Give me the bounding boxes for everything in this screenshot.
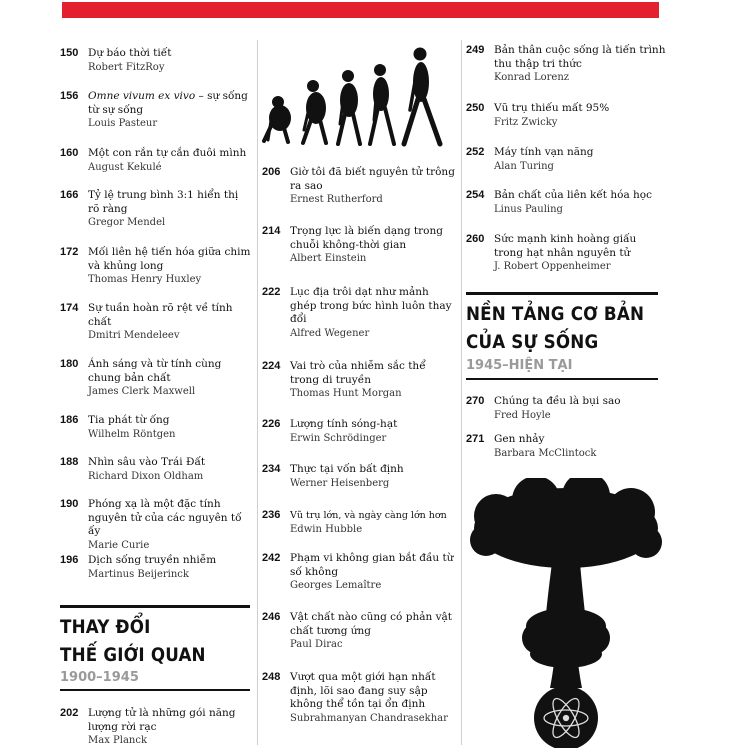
- entry-person: Gregor Mendel: [88, 217, 166, 228]
- toc-entry[interactable]: [262, 671, 457, 726]
- entry-person: August Kekulé: [88, 161, 162, 173]
- page-number: 202: [60, 707, 79, 719]
- entry-person: Marie Curie: [88, 539, 150, 551]
- page-number: 188: [60, 456, 79, 468]
- toc-column-2: [262, 40, 457, 750]
- page-number: 160: [60, 147, 79, 159]
- entry-title: Lục địa trôi dạt như mảnh ghép trong bức hình luôn thay đổi: [290, 286, 452, 325]
- toc-entry[interactable]: [60, 554, 252, 582]
- page-number: 224: [262, 360, 281, 372]
- column-divider: [461, 40, 462, 745]
- page-number: 222: [262, 286, 281, 298]
- toc-entry[interactable]: [466, 189, 666, 217]
- entry-title: Ánh sáng và từ tính cùng chung bản chất: [88, 358, 222, 384]
- page-number: 242: [262, 552, 281, 564]
- page-number: 260: [466, 233, 485, 245]
- entry-title: Vượt qua một giới hạn nhất định, lõi sao đang suy sập không thể tồn tại ổn định: [290, 671, 436, 710]
- section-title: THẾ GIỚI QUAN: [60, 644, 206, 666]
- toc-entry[interactable]: [466, 44, 666, 85]
- entry-title: Giờ tôi đã biết nguyên tử trông ra sao: [290, 166, 455, 192]
- page-number: 174: [60, 302, 79, 314]
- entry-title: Lượng tính sóng-hạt: [290, 418, 398, 430]
- entry-title: Tia phát từ ống: [88, 414, 170, 426]
- toc-entry[interactable]: [262, 166, 457, 207]
- entry-person: Max Planck: [88, 735, 148, 746]
- toc-entry[interactable]: [60, 302, 252, 343]
- section-rule-bottom: [466, 378, 658, 380]
- toc-entry[interactable]: [262, 360, 457, 401]
- section-title: THAY ĐỔI: [60, 616, 151, 638]
- entry-title: Vật chất nào cũng có phản vật chất tương ứng: [290, 611, 452, 637]
- entry-title: Vũ trụ thiếu mất 95%: [494, 102, 610, 114]
- page-number: 214: [262, 225, 281, 237]
- entry-title: Chúng ta đều là bụi sao: [494, 395, 621, 407]
- page-number: 271: [466, 433, 485, 445]
- entry-person: Georges Lemaître: [290, 580, 382, 591]
- entry-title: Dịch sống truyền nhiễm: [88, 554, 217, 566]
- entry-person: Wilhelm Röntgen: [88, 428, 176, 440]
- entry-person: Thomas Hunt Morgan: [290, 388, 402, 399]
- page-number: 150: [60, 47, 79, 59]
- entry-person: Fritz Zwicky: [494, 116, 558, 128]
- entry-person: Erwin Schrödinger: [290, 432, 387, 444]
- toc-entry[interactable]: [262, 509, 457, 537]
- entry-title: Sức mạnh kinh hoàng giấu trong hạt nhân nguyên tử: [494, 233, 637, 259]
- red-header-bar: [62, 2, 659, 18]
- entry-person: Werner Heisenberg: [290, 477, 390, 489]
- page-number: 166: [60, 189, 79, 201]
- toc-entry[interactable]: [466, 102, 666, 130]
- page-number: 236: [262, 509, 281, 521]
- entry-title: Nhìn sâu vào Trái Đất: [88, 456, 206, 468]
- toc-entry[interactable]: [466, 146, 666, 174]
- entry-title: Vũ trụ lớn, và ngày càng lớn hơn: [290, 510, 447, 521]
- entry-person: Fred Hoyle: [494, 409, 551, 421]
- toc-entry[interactable]: [262, 611, 457, 652]
- toc-entry[interactable]: [262, 463, 457, 491]
- toc-entry[interactable]: [60, 358, 252, 399]
- entry-title: Một con rắn tự cắn đuôi mình: [88, 147, 247, 159]
- mushroom-cloud-illustration: [466, 478, 666, 748]
- toc-entry[interactable]: [60, 90, 252, 131]
- entry-title: Gen nhảy: [494, 433, 545, 445]
- entry-person: J. Robert Oppenheimer: [494, 261, 611, 272]
- page-number: 234: [262, 463, 281, 475]
- page-number: 248: [262, 671, 281, 683]
- entry-person: Alfred Wegener: [290, 327, 370, 339]
- entry-person: Ernest Rutherford: [290, 194, 383, 205]
- entry-person: Edwin Hubble: [290, 523, 363, 535]
- toc-entry[interactable]: [262, 418, 457, 446]
- entry-title: Phóng xạ là một đặc tính nguyên tử của các nguyên tố ấy: [88, 498, 242, 537]
- toc-entry[interactable]: [262, 225, 457, 266]
- page-number: 270: [466, 395, 485, 407]
- toc-entry[interactable]: [60, 707, 252, 748]
- entry-person: Konrad Lorenz: [494, 72, 570, 83]
- entry-person: Paul Dirac: [290, 639, 343, 650]
- page-number: 226: [262, 418, 281, 430]
- entry-person: Barbara McClintock: [494, 447, 597, 459]
- page-number: 206: [262, 166, 281, 178]
- toc-entry[interactable]: [466, 433, 666, 461]
- entry-person: Linus Pauling: [494, 203, 563, 215]
- toc-entry[interactable]: [60, 246, 252, 287]
- page-number: 246: [262, 611, 281, 623]
- entry-title: Phạm vi không gian bắt đầu từ số không: [290, 552, 454, 578]
- toc-entry[interactable]: [60, 414, 252, 442]
- entry-person: Thomas Henry Huxley: [88, 274, 202, 285]
- toc-entry[interactable]: [262, 286, 457, 341]
- toc-entry[interactable]: [60, 147, 252, 175]
- entry-person: Subrahmanyan Chandrasekhar: [290, 712, 448, 724]
- section-rule-bottom: [60, 689, 250, 691]
- entry-title: Tỷ lệ trung bình 3:1 hiển thị rõ ràng: [88, 189, 239, 215]
- page-number: 252: [466, 146, 485, 158]
- section-title: CỦA SỰ SỐNG: [466, 331, 599, 353]
- entry-title: Omne vivum ex vivo – sự sống từ sự sống: [88, 90, 248, 116]
- toc-column-1: [60, 40, 252, 750]
- entry-title: Lượng tử là những gói năng lượng rời rạc: [88, 707, 236, 733]
- entry-person: James Clerk Maxwell: [88, 386, 196, 397]
- page-number: 180: [60, 358, 79, 370]
- toc-entry[interactable]: [60, 189, 252, 230]
- section-rule: [60, 605, 250, 608]
- section-title: NỀN TẢNG CƠ BẢN: [466, 303, 645, 325]
- entry-title: Bản chất của liên kết hóa học: [494, 189, 653, 201]
- page-number: 249: [466, 44, 485, 56]
- section-rule: [466, 292, 658, 295]
- entry-title: Sự tuần hoàn rõ rệt về tính chất: [88, 302, 233, 328]
- entry-person: Louis Pasteur: [88, 118, 158, 129]
- page-number: 190: [60, 498, 79, 510]
- page-number: 186: [60, 414, 79, 426]
- page-number: 172: [60, 246, 79, 258]
- entry-person: Robert FitzRoy: [88, 61, 165, 73]
- toc-entry[interactable]: [466, 233, 666, 274]
- entry-person: Martinus Beijerinck: [88, 568, 189, 580]
- entry-title: Thực tại vốn bất định: [290, 463, 404, 475]
- entry-person: Richard Dixon Oldham: [88, 470, 204, 482]
- toc-entry[interactable]: [60, 456, 252, 484]
- section-dates: 1945–HIỆN TẠI: [466, 358, 573, 373]
- section-dates: 1900–1945: [60, 670, 139, 685]
- toc-entry[interactable]: [60, 498, 252, 553]
- entry-person: Alan Turing: [494, 160, 554, 172]
- entry-title: Mối liên hệ tiến hóa giữa chim và khủng long: [88, 246, 251, 272]
- entry-title: Trọng lực là biến dạng trong chuỗi không-thời gian: [290, 225, 443, 251]
- page-number: 254: [466, 189, 485, 201]
- toc-entry[interactable]: [262, 552, 457, 593]
- entry-person: Albert Einstein: [290, 253, 367, 264]
- entry-title: Bản thân cuộc sống là tiến trình thu thập tri thức: [494, 44, 666, 70]
- entry-title: Máy tính vạn năng: [494, 146, 594, 158]
- entry-title: Dự báo thời tiết: [88, 47, 172, 59]
- page-number: 196: [60, 554, 79, 566]
- page-number: 250: [466, 102, 485, 114]
- toc-entry[interactable]: [60, 47, 252, 75]
- entry-title: Vai trò của nhiễm sắc thể trong di truyền: [290, 360, 426, 386]
- page-number: 156: [60, 90, 79, 102]
- entry-person: Dmitri Mendeleev: [88, 330, 180, 341]
- toc-entry[interactable]: [466, 395, 666, 423]
